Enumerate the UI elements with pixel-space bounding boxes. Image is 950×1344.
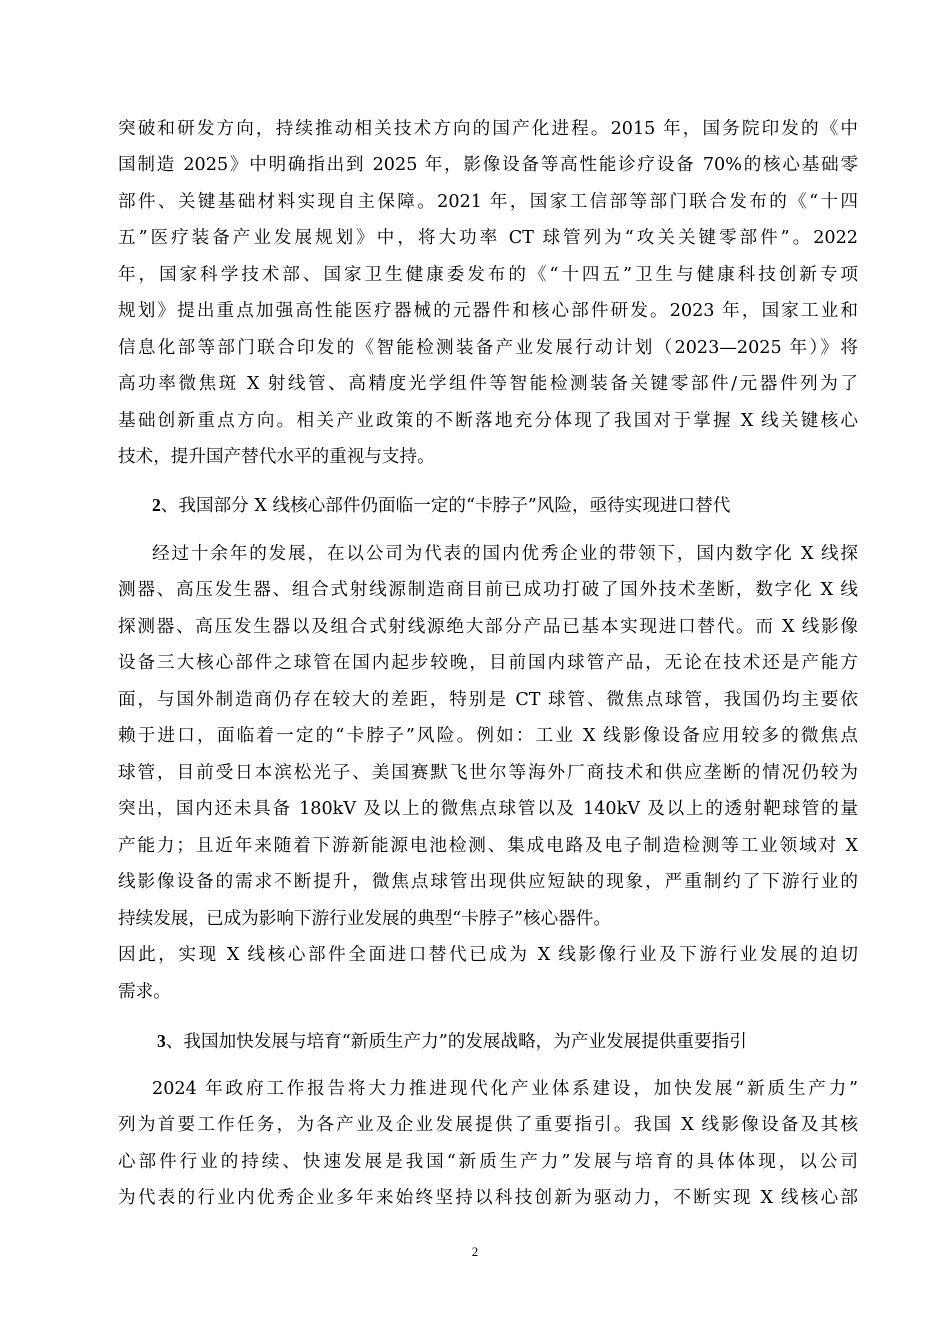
text-line: 探测器、高压发生器以及组合式射线源绝大部分产品已基本实现进口替代。而 X 线影像	[118, 617, 858, 637]
text-line: 突出，国内还未具备 180kV 及以上的微焦点球管以及 140kV 及以上的透射靶球管的量	[118, 799, 858, 819]
text-line: 规划》提出重点加强高性能医疗器械的元器件和核心部件研发。2023 年，国家工业和	[118, 301, 858, 321]
text-line: 年，国家科学技术部、国家卫生健康委发布的《“十四五”卫生与健康科技创新专项	[118, 265, 858, 285]
page-number: 2	[471, 1244, 479, 1259]
text-line: 需求。	[118, 982, 171, 1002]
text-line: 技术，提升国产替代水平的重视与支持。	[118, 447, 435, 467]
text-line: 持续发展，已成为影响下游行业发展的典型“卡脖子”核心器件。	[118, 909, 612, 929]
heading-number: 2	[152, 495, 161, 515]
text-line: 2024 年政府工作报告将大力推进现代化产业体系建设，加快发展“新质生产力”	[152, 1079, 858, 1099]
text-line: 国制造 2025》中明确指出到 2025 年，影像设备等高性能诊疗设备 70%的核心基础零	[118, 155, 858, 175]
text-line: 面，与国外制造商仍存在较大的差距，特别是 CT 球管、微焦点球管，我国仍均主要依	[118, 690, 858, 710]
text-line: 赖于进口，面临着一定的“卡脖子”风险。例如：工业 X 线影像设备应用较多的微焦点	[118, 726, 858, 746]
text-line: 经过十余年的发展，在以公司为代表的国内优秀企业的带领下，国内数字化 X 线探	[152, 544, 858, 564]
text-line: 产能力；且近年来随着下游新能源电池检测、集成电路及电子制造检测等工业领域对 X	[118, 836, 858, 856]
text-line: 球管，目前受日本滨松光子、美国赛默飞世尔等海外厂商技术和供应垄断的情况仍较为	[118, 763, 858, 783]
text-line: 基础创新重点方向。相关产业政策的不断落地充分体现了我国对于掌握 X 线关键核心	[118, 411, 858, 431]
text-line: 信息化部等部门联合印发的《智能检测装备产业发展行动计划（2023—2025 年）》将	[118, 338, 858, 358]
heading-number: 3	[157, 1031, 166, 1051]
text-line: 部件、关键基础材料实现自主保障。2021 年，国家工信部等部门联合发布的《“十四	[118, 192, 858, 212]
text-line: 心部件行业的持续、快速发展是我国“新质生产力”发展与培育的具体体现，以公司	[118, 1152, 858, 1172]
text-line: 测器、高压发生器、组合式射线源制造商目前已成功打破了国外技术垄断，数字化 X 线	[118, 580, 858, 600]
text-line: 设备三大核心部件之球管在国内起步较晚，目前国内球管产品，无论在技术还是产能方	[118, 653, 858, 673]
section-heading-3	[157, 1029, 747, 1054]
text-line: 高功率微焦斑 X 射线管、高精度光学组件等智能检测装备关键零部件/元器件列为了	[118, 374, 858, 394]
heading-text: 、我国部分 X 线核心部件仍面临一定的“卡脖子”风险，亟待实现进口替代	[160, 496, 731, 516]
text-line: 线影像设备的需求不断提升，微焦点球管出现供应短缺的现象，严重制约了下游行业的	[118, 872, 858, 892]
text-line: 突破和研发方向，持续推动相关技术方向的国产化进程。2015 年，国务院印发的《中	[118, 119, 858, 139]
section-heading-2	[152, 493, 730, 518]
text-line: 列为首要工作任务，为各产业及企业发展提供了重要指引。我国 X 线影像设备及其核	[118, 1115, 858, 1135]
text-line: 为代表的行业内优秀企业多年来始终坚持以科技创新为驱动力，不断实现 X 线核心部	[118, 1188, 858, 1208]
heading-text: 、我国加快发展与培育“新质生产力”的发展战略，为产业发展提供重要指引	[165, 1032, 747, 1052]
text-line: 因此，实现 X 线核心部件全面进口替代已成为 X 线影像行业及下游行业发展的迫切	[118, 945, 858, 965]
text-line: 五”医疗装备产业发展规划》中，将大功率 CT 球管列为“攻关关键零部件”。2022	[118, 228, 858, 248]
